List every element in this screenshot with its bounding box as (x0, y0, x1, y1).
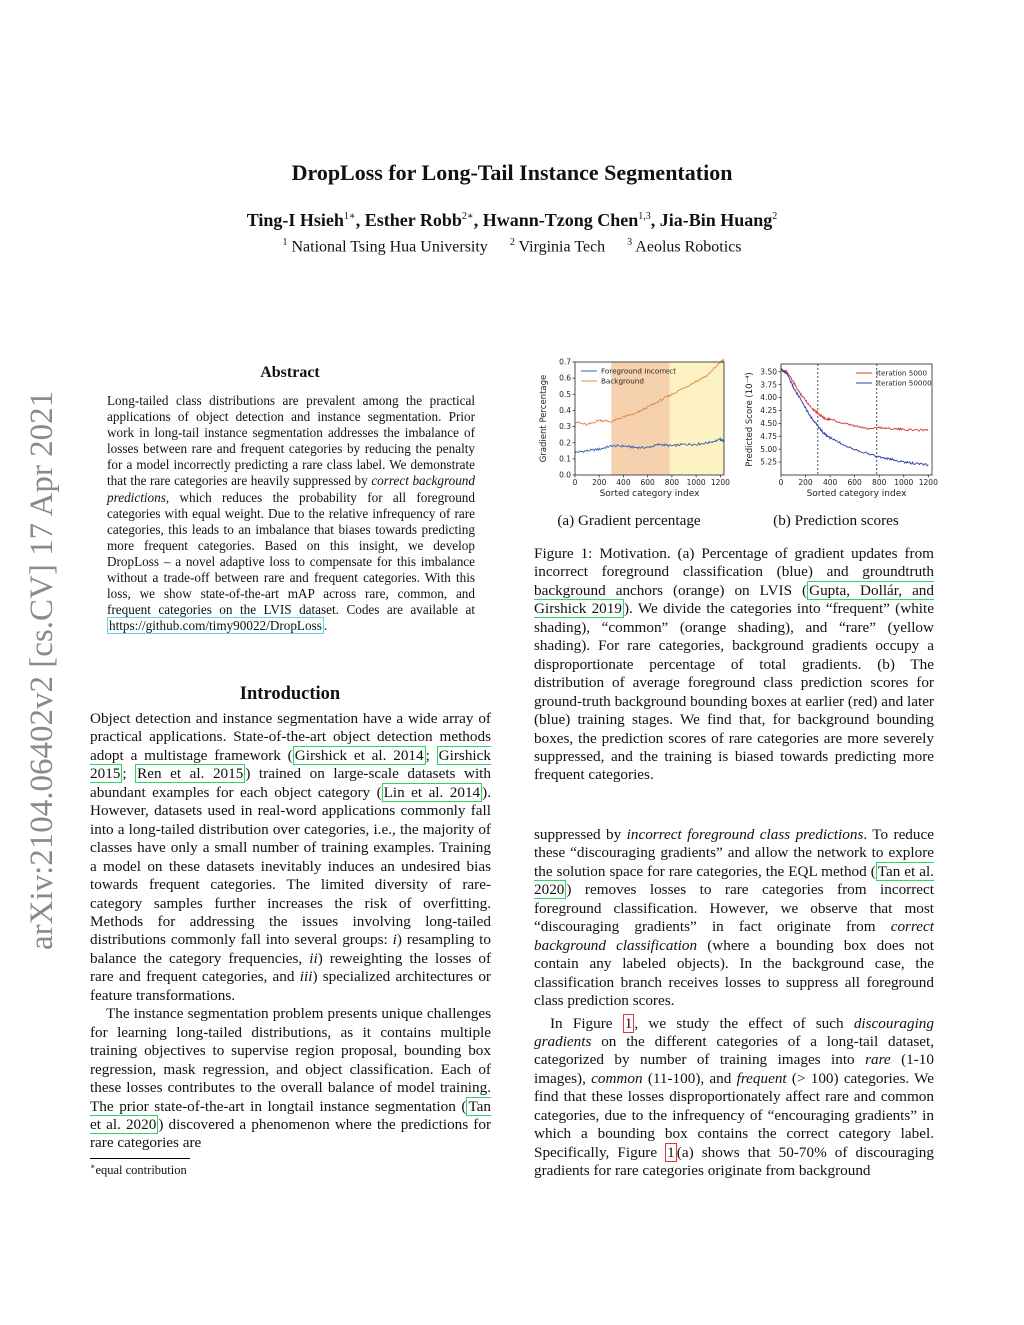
chart-a-legend-label: Background (601, 376, 644, 386)
text-run: frequent (736, 1069, 787, 1087)
chart-b-xlabel: Sorted category index (806, 489, 907, 499)
chart-b-ytick-label: 3.50 (760, 367, 777, 377)
footnote (90, 1162, 187, 1178)
chart-b-xtick-label: 600 (847, 478, 862, 487)
chart-b-xtick-label: 0 (778, 478, 784, 487)
chart-a-xtick-label: 0 (572, 478, 578, 487)
code-url-link[interactable]: https://github.com/timy90022/DropLoss (109, 618, 322, 634)
figure-1-charts (534, 357, 938, 508)
author-sup: 1,3 (638, 211, 651, 222)
chart-a-ytick-label: 0.1 (559, 454, 571, 464)
abstract-emphasis: correct background predictions (107, 473, 475, 505)
text-run: on the different categories of a long-tail dataset, categorized by number of training images into (534, 1032, 934, 1069)
introduction-heading: Introduction (239, 684, 341, 704)
figure-ref-link[interactable]: 1 (667, 1143, 675, 1161)
chart-a-xlabel: Sorted category index (599, 489, 700, 499)
citation-link[interactable]: Gupta, Dollár, and Girshick 2019 (534, 581, 934, 618)
paper-title: DropLoss for Long-Tail Instance Segmentation (291, 160, 733, 185)
text-run: suppressed by (534, 826, 627, 843)
chart-b-ytick-label: 3.75 (760, 380, 777, 390)
chart-a-ytick-label: 0.4 (559, 406, 571, 416)
text-run: incorrect foreground class predictions (626, 826, 864, 843)
chart-a-shade-rare (669, 362, 724, 475)
text-run: ) trained on large-scale datasets with abundant examples for each object category ( (90, 765, 491, 801)
chart-b-legend-label: Iteration 5000 (876, 368, 928, 378)
affil-sup: 1 (282, 237, 288, 248)
chart-a-ytick-label: 0.3 (559, 422, 571, 432)
text-run: ). However, datasets used in real-word applications commonly fall into a long-tailed distribution over categories, i.e., the majority of classes have only a small number of training examples. Training a model on these datasets inevitably induces an undesired bias towards frequent categories. The limited diversity of rare-category samples further increases the risk of overfitting. Methods for addressing the issues involving long-tailed distributions commonly fall into several groups: (90, 783, 492, 949)
text-run: ) specialized architectures or feature transformations. (90, 968, 491, 1004)
affil-sup: 2 (509, 237, 515, 248)
right-column-body (534, 826, 934, 1181)
chart-b-xtick-label: 1000 (894, 478, 914, 487)
affiliation: Virginia Tech (518, 238, 606, 256)
chart-b-xtick-label: 1200 (918, 478, 938, 487)
chart-a-ytick-label: 0.6 (559, 373, 571, 383)
figure-caption (534, 545, 934, 785)
author-name: Ting-I Hsieh (246, 210, 344, 230)
citation-link[interactable]: Lin et al. 2014 (383, 783, 481, 801)
chart-b-ytick-label: 4.50 (760, 418, 777, 428)
chart-b-xtick-label: 400 (822, 478, 838, 487)
chart-a-ytick-label: 0.5 (559, 389, 571, 399)
abstract-body (107, 393, 475, 634)
text-run: ; (425, 746, 437, 764)
author-sup: 2∗ (461, 211, 474, 222)
author-sup: 2 (772, 211, 778, 222)
paragraph (90, 710, 491, 1005)
text-run: Figure 1: Motivation. (a) Percentage of gradient updates from incorrect foreground classification (blue) and groundtruth background anchors (orange) on LVIS ( (534, 545, 934, 599)
text-run: common (591, 1069, 643, 1087)
text-run: (11-100), and (642, 1069, 737, 1087)
text-run: ii (309, 949, 318, 967)
text-run: ) resampling to balance the category frequencies, (90, 931, 491, 967)
citation-link[interactable]: Girshick et al. 2014 (294, 746, 424, 764)
chart-b-ytick-label: 5.25 (760, 457, 777, 467)
affiliation: Aeolus Robotics (635, 238, 742, 256)
paragraph (534, 826, 934, 1011)
citation-link[interactable]: Tan et al. 2020 (534, 862, 934, 899)
text-run: ) discovered a phenomenon where the predictions for rare categories are (90, 1115, 492, 1152)
text-run: discouraging gradients (534, 1014, 934, 1050)
citation-link[interactable]: Girshick 2015 (90, 746, 491, 783)
paragraph (534, 1015, 934, 1181)
abstract-text: . (323, 618, 328, 634)
chart-b-ytick-label: 5.00 (760, 444, 777, 454)
chart-b-ytick-label: 4.25 (760, 406, 777, 416)
chart-b-legend-label: Iteration 50000 (876, 378, 932, 388)
chart-a-xtick-label: 800 (664, 478, 680, 487)
author-list: Ting-I Hsieh$^{1∗}$, Esther Robb$^{2∗}$, Hwann-Tzong Chen$^{1,3}$, Jia-Bin Huang$^2$ (246, 210, 778, 230)
footnote-rule (90, 1158, 190, 1159)
author-sup: 1∗ (343, 211, 356, 222)
text-run: (1-10 images), (534, 1051, 934, 1087)
chart-a-ylabel: Gradient Percentage (539, 374, 549, 463)
citation-link[interactable]: Ren et al. 2015 (137, 765, 244, 783)
chart-a-ytick-label: 0.7 (559, 357, 571, 367)
chart-b-xtick-label: 200 (798, 478, 813, 487)
text-run: ) removes losses to rare categories from incorrect foreground classification. However, we observe that most “discouraging gradients” in fact originate from (534, 881, 934, 936)
citation-link[interactable]: Tan et al. 2020 (90, 1097, 491, 1133)
text-run: ) reweighting the losses of rare and frequent categories, and (90, 949, 492, 986)
author-name: Hwann-Tzong Chen (482, 210, 639, 230)
chart-b-ytick-label: 4.75 (760, 431, 777, 441)
affil-sup: 3 (627, 237, 633, 248)
affiliation: National Tsing Hua University (291, 238, 488, 256)
chart-a-xtick-label: 1000 (686, 478, 706, 487)
abstract-heading: Abstract (260, 364, 320, 381)
affiliations (90, 237, 934, 256)
chart-a-xtick-label: 600 (640, 478, 655, 487)
introduction-body (90, 710, 491, 1153)
subcaption-b: (b) Prediction scores (773, 512, 899, 529)
text-run: ; (122, 765, 136, 783)
figure-1 (534, 357, 938, 508)
paragraph (90, 1005, 491, 1153)
text-run: The instance segmentation problem presents unique challenges for learning long-tailed distributions, as it contains multiple training objectives to supervise region proposal, bounding box regression, mask regression, and object classification. Each of these losses contributes to the overall balance of model training. The prior state-of-the-art in longtail instance segmentation ( (90, 1005, 491, 1115)
author-name: Jia-Bin Huang (659, 210, 773, 230)
chart-a-legend-label: Foreground Incorrect (601, 366, 677, 376)
chart-b-ylabel: Predicted Score (10⁻⁴) (745, 372, 755, 467)
chart-b-ytick-label: 4.00 (760, 393, 777, 403)
text-run: (a) shows that 50-70% of discouraging gradients for rare categories originate from background (534, 1143, 934, 1180)
chart-a-ytick-label: 0.2 (559, 438, 571, 448)
text-run: Object detection and instance segmentation have a wide array of practical applications. State-of-the-art object detection methods adopt a multistage framework ( (90, 710, 491, 764)
footnote-mark: ∗ (90, 1162, 96, 1171)
text-run: . To reduce these “discouraging gradients” and allow the network to explore the solution space for rare categories, the EQL method ( (534, 826, 934, 880)
arxiv-identifier: arXiv:2104.06402v2 [cs.CV] 17 Apr 2021 (24, 390, 60, 950)
text-run: ). We divide the categories into “frequent” (white shading), “common” (orange shading), and “rare” (yellow shading). For rare categories, background gradients occupy a disproportionate percentage of total gradients. (b) The distribution of average foreground class prediction scores for ground-truth background bounding boxes at earlier (red) and later (blue) training stages. We find that, for background bounding boxes, the prediction scores of rare categories are more severely suppressed, and the training is biased towards predicting more frequent categories. (534, 600, 934, 784)
text-run: , we study the effect of such (634, 1014, 854, 1032)
subcaption-a: (a) Gradient percentage (557, 512, 701, 529)
abstract-text: , which reduces the probability for all foreground categories with equal weight. Due to the relative infrequency of rare categories, this leads to an imbalance that biases towards predicting more frequent categories. Based on this insight, we develop DropLoss – a novel adaptive loss to compensate for this imbalance without a trade-off between rare and frequent categories. With this loss, we show state-of-the-art mAP across rare, common, and frequent categories on the LVIS dataset. Codes are available at (107, 489, 475, 618)
text-run: correct background classification (534, 918, 934, 954)
chart-a-xtick-label: 400 (616, 478, 631, 487)
chart-a-xtick-label: 1200 (710, 478, 730, 487)
text-run: i (392, 931, 397, 949)
text-run: rare (865, 1051, 891, 1069)
text-run: iii (299, 968, 313, 986)
text-run: (where a bounding box does not contain any labeled objects). In the background case, the classification branch receives losses to suppress all foreground class prediction scores. (534, 936, 934, 1010)
chart-a-ytick-label: 0.0 (559, 470, 571, 480)
author-name: Esther Robb (364, 210, 462, 230)
footnote-text: equal contribution (95, 1163, 187, 1178)
text-run: In Figure (550, 1014, 623, 1032)
text-run: (> 100) categories. We find that these losses disproportionately affect rare and common categories, due to the infrequency of “encouraging gradients” in which a bounding box contains the correct category label. Specifically, Figure (534, 1069, 934, 1161)
chart-a-xtick-label: 200 (592, 478, 607, 487)
figure-ref-link[interactable]: 1 (624, 1014, 633, 1032)
chart-b-xtick-label: 800 (872, 478, 887, 487)
abstract-text: Long-tailed class distributions are prevalent among the practical applications of object detection and instance segmentation. Prior work in long-tail instance segmentation addresses the imbalance of losses between rare and frequent categories by reducing the penalty for a model incorrectly predicting a rare class label. We demonstrate that the rare categories are heavily suppressed by (107, 393, 475, 489)
